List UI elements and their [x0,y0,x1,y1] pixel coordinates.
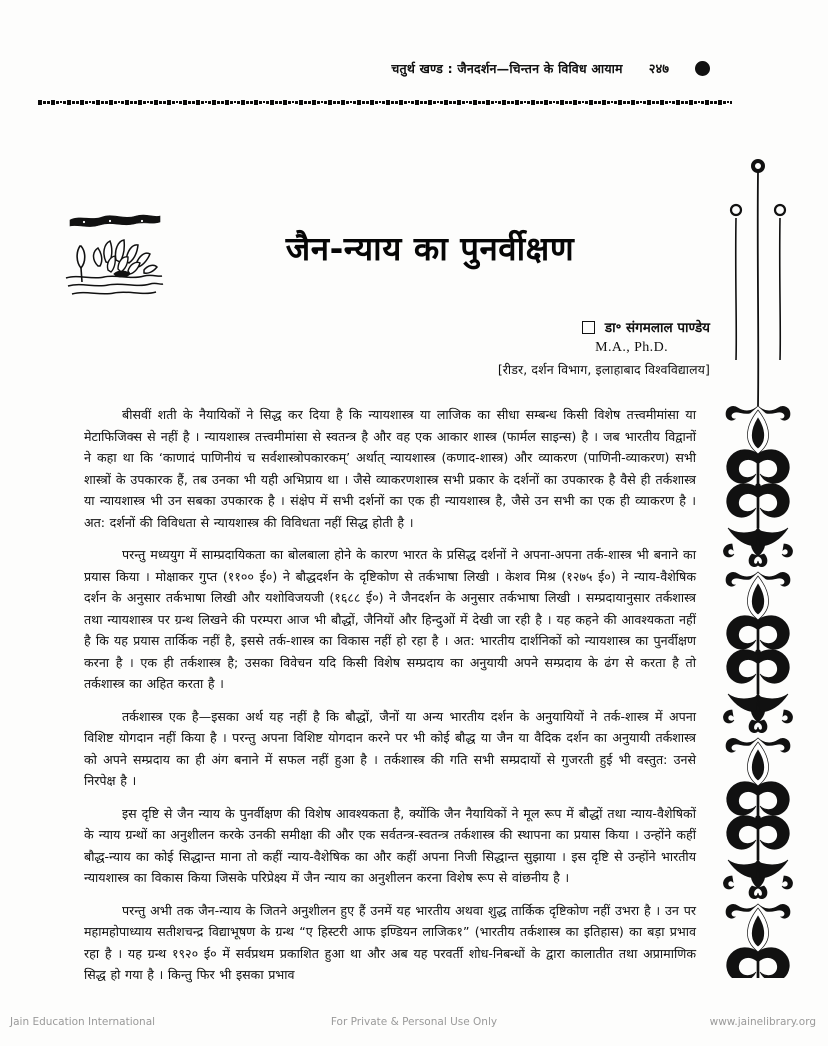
floral-scroll-border-icon [712,148,804,978]
running-head-text: चतुर्थ खण्ड : जैनदर्शन—चिन्तन के विविध आयाम [391,60,623,76]
paragraph: परन्तु अभी तक जैन-न्याय के जितने अनुशीलन हुए हैं उनमें यह भारतीय अथवा शुद्ध तार्किक दृष्टिकोण नहीं उभरा है । उन पर महामहोपाध्याय सतीशचन्द्र विद्याभूषण के ग्रन्थ “ए हिस्टरी आफ इण्डियन लाजिक१” (भारतीय तर्कशास्त्र का इतिहास) का बड़ा प्रभाव रहा है । यह ग्रन्थ १९२० ई० में सर्वप्रथम प्रकाशित हुआ था और अब यह परवर्ती शोध-निबन्धों के द्वारा कालातीत तथा अप्रामाणिक सिद्ध हो गया है । किन्तु फिर भी इसका प्रभाव [84,902,696,982]
author-row [280,318,710,336]
body-text-column [84,404,696,997]
paragraph: तर्कशास्त्र एक है—इसका अर्थ यह नहीं है कि बौद्धों, जैनों या अन्य भारतीय दर्शन के अनुयायियों ने तर्क-शास्त्र में अपना विशिष्ट योगदान नहीं किया है । परन्तु अपना विशिष्ट योगदान करने पर भी कोई बौद्ध या जैन या वैदिक दर्शन का अनुयायी तर्कशास्त्र को अपने सम्प्रदाय का ही अंग बनाने में सफल नहीं हुआ है । तर्कशास्त्र की गति सभी सम्प्रदायों से गुजरती हुई भी वस्तुत: उनसे निरपेक्ष है । [84,708,696,788]
author-degrees: M.A., Ph.D. [595,340,668,355]
title-block [180,228,680,269]
page-number: २४७ [648,62,669,77]
paragraph: परन्तु मध्ययुग में साम्प्रदायिकता का बोलबाला होने के कारण भारत के प्रसिद्ध दर्शनों ने अपना-अपना तर्क-शास्त्र भी बनाने का प्रयास किया । मोक्षाकर गुप्त (११०० ई०) ने बौद्धदर्शन के दृष्टिकोण से तर्कभाषा लिखी । केशव मिश्र (१२७५ ई०) ने न्याय-वैशेषिक दर्शन के अनुसार तर्कभाषा लिखी और यशोविजयजी (१६८८ ई०) ने जैनदर्शन के अनुसार तर्कभाषा लिखी । सम्प्रदायानुसार तर्कशास्त्र तथा न्यायशास्त्र पर ग्रन्थ लिखने की परम्परा आज भी बौद्धों, जैनियों और हिन्दुओं में देखी जा रही है । यह कहने की आवश्यकता नहीं है कि यह प्रयास तार्किक नहीं है, इससे तर्क-शास्त्र का विकास नहीं हो रहा है । अत: भारतीय दार्शनिकों को न्यायशास्त्र का पुनर्वीक्षण करना है । एक ही तर्कशास्त्र है; उसका विवेचन यदि किसी विशेष सम्प्रदाय का अनुयायी अपने सम्प्रदाय के ढंग से करता है तो तर्कशास्त्र का अहित करता है । [84,547,696,691]
byline-block [280,318,710,378]
page-footer [0,1012,828,1032]
paragraph: इस दृष्टि से जैन न्याय के पुनर्वीक्षण की विशेष आवश्यकता है, क्योंकि जैन नैयायिकों ने मूल रूप में बौद्धों तथा न्याय-वैशेषिकों के न्याय ग्रन्थों का अनुशीलन करके उनकी समीक्षा की और एक सर्वतन्त्र-स्वतन्त्र तर्कशास्त्र की स्थापना का प्रयास किया । उन्होंने कहीं बौद्ध-न्याय का कोई सिद्धान्त माना तो कहीं न्याय-वैशेषिक का और कहीं अपना निजी सिद्धान्त सुझाया । इस दृष्टि से उन्होंने भारतीय न्यायशास्त्र का विकास किया जिसके परिप्रेक्ष्य में जैन न्याय का अनुशीलन करना विशेष रूप से वांछनीय है । [84,805,697,885]
ornamental-rule [38,96,732,108]
paragraph: बीसवीं शती के नैयायिकों ने सिद्ध कर दिया है कि न्यायशास्त्र या लाजिक का सीधा सम्बन्ध किसी विशेष तत्त्वमीमांसा या मेटाफिजिक्स से नहीं है । न्यायशास्त्र तत्त्वमीमांसा से स्वतन्त्र है और वह एक आकार शास्त्र (फार्मल साइन्स) है । जब भारतीय विद्वानों ने कहा था कि ‘काणादं पाणिनीयं च सर्वशास्त्रोपकारकम्’ अर्थात् न्यायशास्त्र (कणाद-शास्त्र) और व्याकरण (पाणिनी-व्याकरण) सभी शास्त्रों के उपकारक हैं, तब उनका भी यही अभिप्राय था । जैसे व्याकरणशास्त्र सभी प्रकार के दर्शनों का उपकारक है वैसे ही तर्कशास्त्र या न्यायशास्त्र भी उन सबका उपकारक है । संक्षेप में सभी दर्शनों का एक ही न्यायशास्त्र है, जैसे उन सभी का एक ही व्याकरण है । अत: दर्शनों की विविधता से न्यायशास्त्र की विविधता नहीं सिद्ध होती है । [84,407,696,530]
article-title: जैन-न्याय का पुनर्वीक्षण [285,229,575,268]
footer-left: Jain Education International [10,1016,156,1028]
author-affiliation: [रीडर, दर्शन विभाग, इलाहाबाद विश्वविद्यालय] [497,362,710,377]
author-name: डा॰ संगमलाल पाण्डेय [604,320,710,336]
running-head [0,56,828,80]
page-marker-dot [695,61,710,76]
square-bullet-icon [582,321,595,334]
footer-right[interactable]: www.jainelibrary.org [709,1016,816,1028]
footer-center: For Private & Personal Use Only [330,1016,498,1028]
lotus-vignette-icon [58,206,170,302]
